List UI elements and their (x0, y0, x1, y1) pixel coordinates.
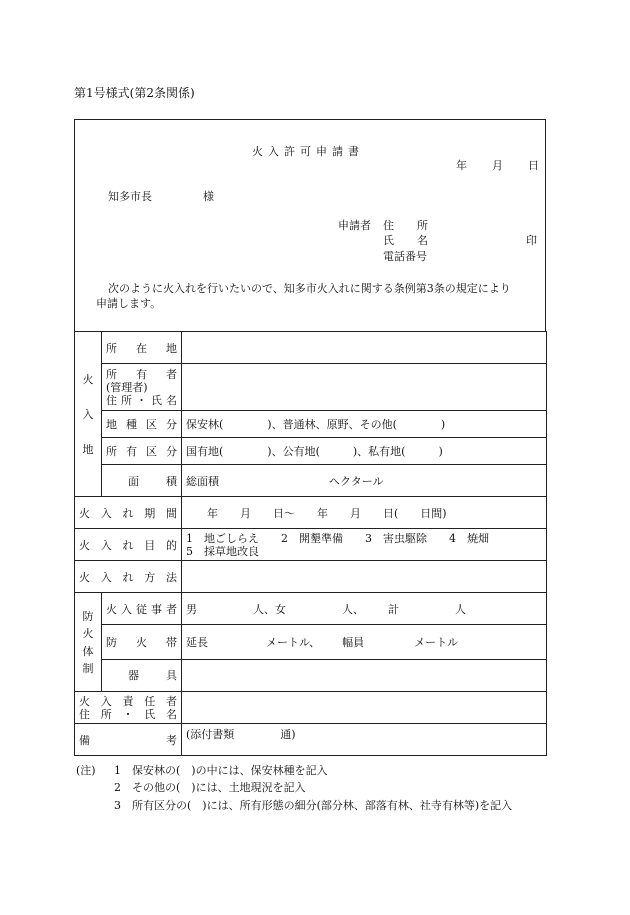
table-row (75, 561, 547, 593)
location-label: 所 在 地 (102, 332, 182, 364)
table-row (75, 692, 547, 724)
applicant-name-label: 氏 名 (383, 234, 434, 247)
owner-label: 所 有 者 (管理者) 住 所 ・ 氏 名 (102, 364, 182, 411)
application-table (74, 331, 547, 756)
table-row (75, 625, 547, 659)
remarks-value: (添付書類 通) (182, 724, 547, 756)
notes-prefix: (注) (76, 764, 96, 777)
land-type-label: 地 種 区 分 (102, 411, 182, 438)
applicant-phone-label: 電話番号 (383, 250, 427, 263)
workers-value: 男 人、女 人、 計 人 (182, 593, 547, 625)
request-text-line1: 次のように火入れを行いたいので、知多市火入れに関する条例第3条の規定により (108, 282, 511, 295)
form-number: 第1号様式(第2条関係) (74, 86, 195, 100)
purpose-label: 火 入 れ 目 的 (75, 529, 182, 561)
table-row (75, 364, 547, 411)
area-total-label: 総面積 (186, 474, 219, 488)
table-row (75, 593, 547, 625)
method-value (182, 561, 547, 593)
area-unit: ヘクタール (329, 474, 384, 488)
table-row (75, 724, 547, 756)
owner-value (182, 364, 547, 411)
applicant-seal: 印 (526, 234, 537, 247)
fire-site-char-2: 入 (82, 407, 94, 421)
equipment-label: 器 具 (102, 659, 182, 691)
addressee-honorific: 様 (203, 190, 214, 203)
fire-site-char-1: 火 (82, 373, 94, 387)
table-row (75, 332, 547, 364)
note-item: 1 保安林の( )の中には、保安林種を記入 (114, 764, 328, 777)
workers-label: 火 入 従 事 者 (102, 593, 182, 625)
note-item: 2 その他の( )には、土地現況を記入 (114, 781, 306, 794)
purpose-line1: 1 地ごしらえ 2 開墾準備 3 害虫駆除 4 焼畑 (186, 531, 489, 545)
applicant-address-label: 住 所 (383, 219, 434, 232)
table-row (75, 529, 547, 561)
method-label: 火 入 れ 方 法 (75, 561, 182, 593)
period-label: 火 入 れ 期 間 (75, 497, 182, 529)
table-row (75, 438, 547, 465)
table-row (75, 659, 547, 691)
purpose-value (182, 529, 547, 561)
table-row (75, 465, 547, 497)
period-value: 年 月 日〜 年 月 日( 日間) (182, 497, 547, 529)
location-value (182, 332, 547, 364)
ownership-value: 国有地( )、公有地( )、私有地( ) (182, 438, 547, 465)
date-month: 月 (492, 159, 503, 172)
fire-site-char-3: 地 (82, 442, 94, 456)
request-text-line2: 申請します。 (96, 297, 162, 310)
firebreak-value: 延長 メートル、 幅員 メートル (182, 625, 547, 659)
purpose-line2: 5 採草地改良 (186, 544, 259, 558)
fire-site-group-label (75, 332, 102, 497)
addressee-name: 知多市長 (108, 190, 152, 203)
date-year: 年 (456, 159, 467, 172)
responsible-value (182, 692, 547, 724)
firebreak-label: 防 火 帯 (102, 625, 182, 659)
table-row (75, 497, 547, 529)
responsible-label: 火 入 責 任 者 住 所 ・ 氏 名 (75, 692, 182, 724)
area-value (182, 465, 547, 497)
ownership-label: 所 有 区 分 (102, 438, 182, 465)
area-label: 面 積 (102, 465, 182, 497)
form-title: 火入許可申請書 (252, 145, 364, 158)
table-row (75, 411, 547, 438)
land-type-value: 保安林( )、普通林、原野、その他( ) (182, 411, 547, 438)
applicant-label: 申請者 (338, 219, 371, 232)
equipment-value (182, 659, 547, 691)
fire-prevention-group-label: 防 火 体 制 (75, 593, 102, 692)
remarks-label: 備 考 (75, 724, 182, 756)
date-day: 日 (528, 159, 539, 172)
note-item: 3 所有区分の( )には、所有形態の細分(部分林、部落有林、社寺有林等)を記入 (114, 799, 513, 812)
